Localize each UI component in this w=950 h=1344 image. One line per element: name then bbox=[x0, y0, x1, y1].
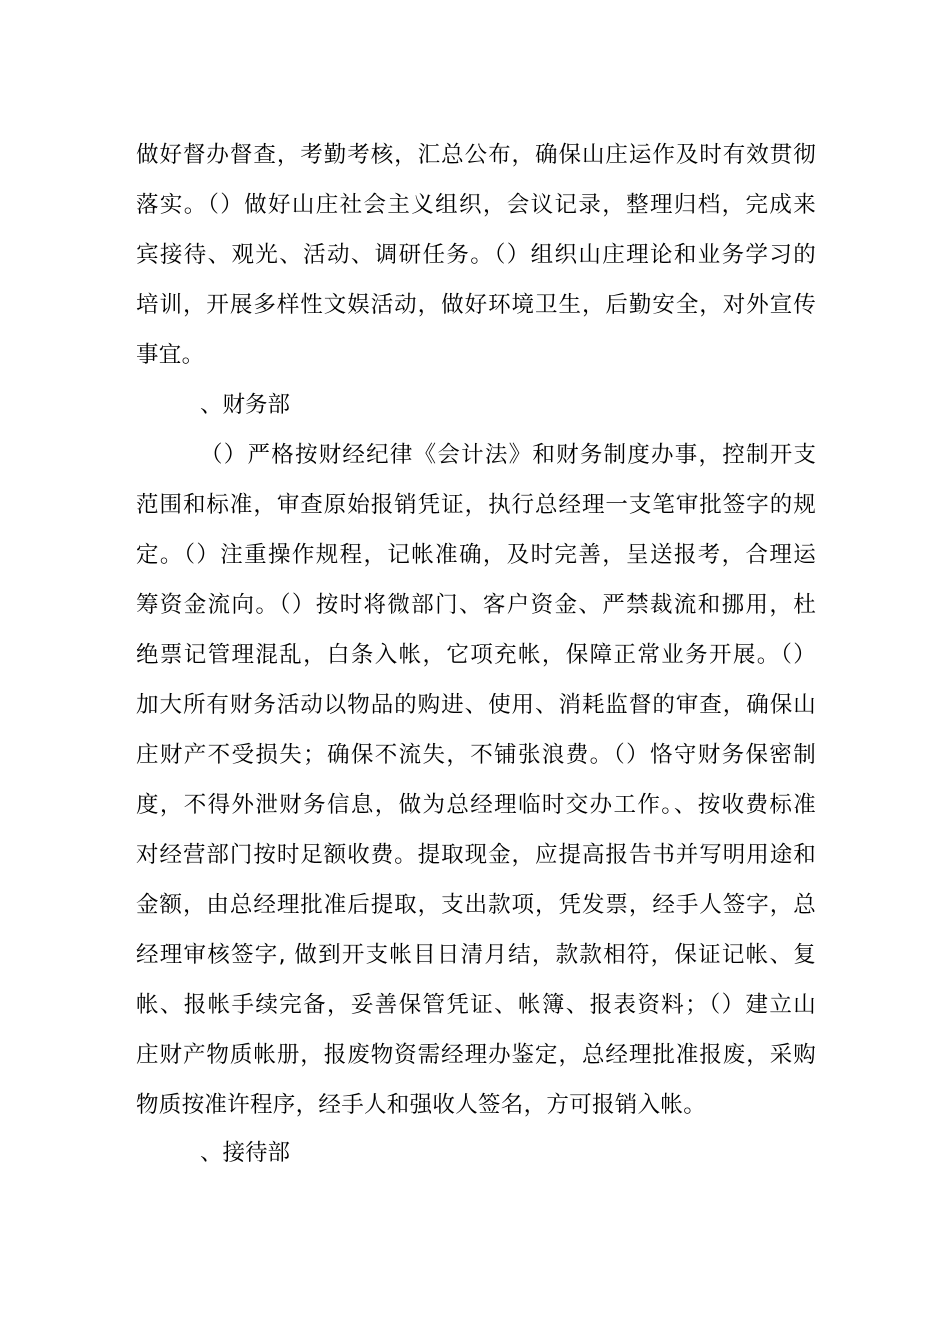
text-line: 物质按准许程序，经手人和强收人签名，方可报销入帐。 bbox=[136, 1092, 707, 1118]
text-line: 帐、报帐手续完备，妥善保管凭证、帐簿、报表资料；（）建立山 bbox=[136, 992, 816, 1018]
text-line: 经理审核签字, 做到开支帐目日清月结，款款相符，保证记帐、复 bbox=[136, 942, 816, 968]
text-line: 做好督办督查，考勤考核，汇总公布，确保山庄运作及时有效贯彻 bbox=[136, 142, 816, 168]
text-line: 绝票记管理混乱，白条入帐，它项充帐，保障正常业务开展。（） bbox=[136, 642, 816, 668]
text-line: 培训，开展多样性文娱活动，做好环境卫生，后勤安全，对外宣传 bbox=[136, 292, 816, 318]
text-line: 金额，由总经理批准后提取，支出款项，凭发票，经手人签字，总 bbox=[136, 892, 816, 918]
text-line: 宾接待、观光、活动、调研任务。（）组织山庄理论和业务学习的 bbox=[136, 242, 816, 268]
text-line: 庄财产不受损失；确保不流失，不铺张浪费。（）恪守财务保密制 bbox=[136, 742, 816, 768]
text-line: 筹资金流向。（）按时将微部门、客户资金、严禁裁流和挪用，杜 bbox=[136, 592, 816, 618]
text-line: 范围和标准，审查原始报销凭证，执行总经理一支笔审批签字的规 bbox=[136, 492, 816, 518]
text-line: 事宜。 bbox=[136, 342, 205, 368]
section-heading-reception: 、接待部 bbox=[200, 1140, 291, 1166]
text-line: 对经营部门按时足额收费。提取现金，应提高报告书并写明用途和 bbox=[136, 842, 816, 868]
section-heading-finance: 、财务部 bbox=[200, 392, 291, 418]
text-line: 度，不得外泄财务信息，做为总经理临时交办工作。、按收费标准 bbox=[136, 792, 816, 818]
text-line: 定。（）注重操作规程，记帐准确，及时完善，呈送报考，合理运 bbox=[136, 542, 816, 568]
text-line: 加大所有财务活动以物品的购进、使用、消耗监督的审查，确保山 bbox=[136, 692, 816, 718]
text-line: 落实。（）做好山庄社会主义组织，会议记录，整理归档，完成来 bbox=[136, 192, 816, 218]
text-line: （）严格按财经纪律《会计法》和财务制度办事，控制开支 bbox=[200, 442, 816, 468]
text-line: 庄财产物质帐册，报废物资需经理办鉴定，总经理批准报废，采购 bbox=[136, 1042, 816, 1068]
